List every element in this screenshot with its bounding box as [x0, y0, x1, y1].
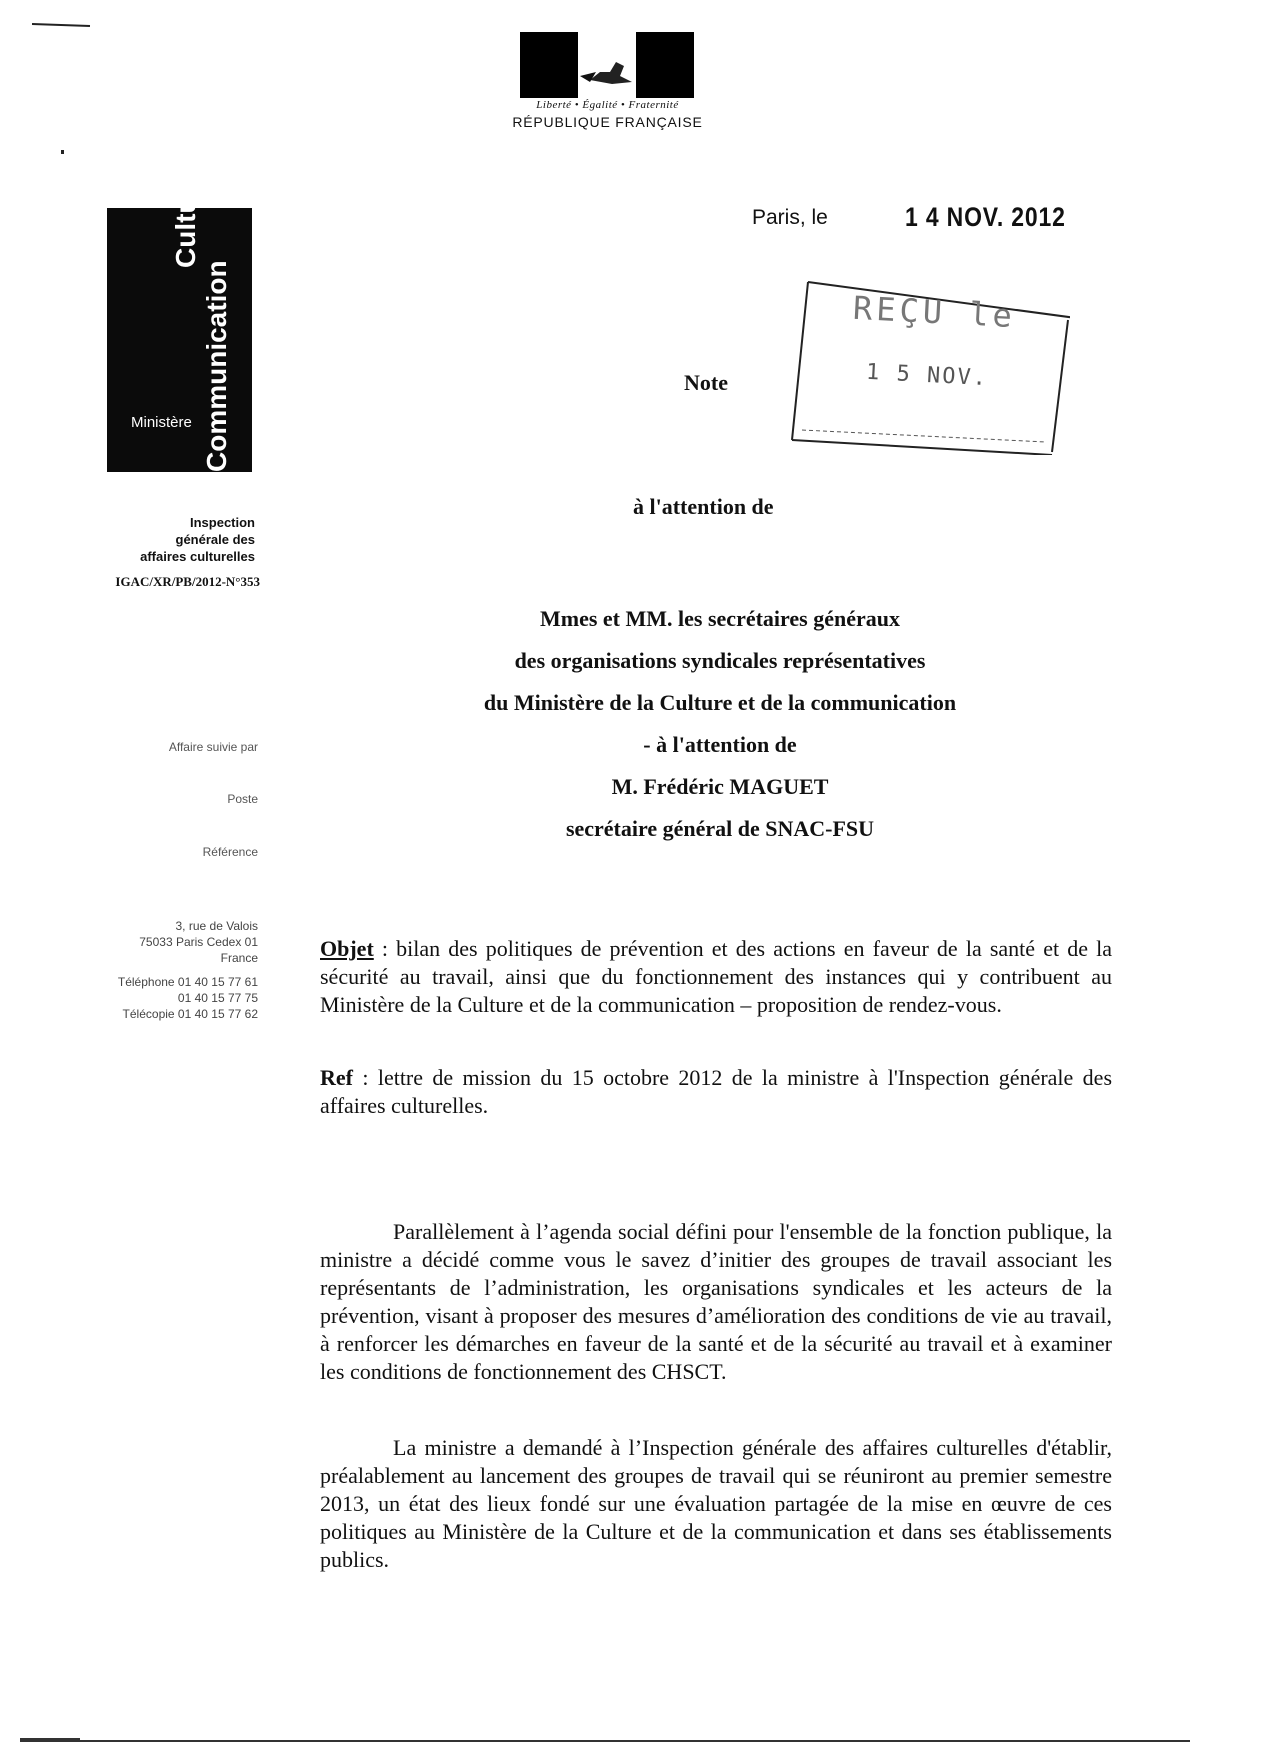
- addressee-line: M. Frédéric MAGUET: [611, 774, 829, 799]
- republic-label: RÉPUBLIQUE FRANÇAISE: [512, 114, 703, 130]
- subject-label: Objet: [320, 936, 374, 961]
- address-block: 3, rue de Valois 75033 Paris Cedex 01 France Téléphone 01 40 15 77 61 01 40 15 77 75 Télécopie 01 40 15 77 62: [117, 919, 258, 1021]
- stamp-text: REÇU le: [852, 288, 1017, 336]
- reference-label: Référence: [202, 845, 258, 859]
- affaire-label: Affaire suivie par: [168, 740, 258, 754]
- attention-line: à l'attention de: [633, 494, 774, 519]
- ref-text: : lettre de mission du 15 octobre 2012 de la ministre à l'Inspection générale des affaires culturelles.: [320, 1065, 1112, 1118]
- ministry-label: Ministère: [131, 414, 192, 431]
- addressee-line: du Ministère de la Culture et de la communication: [483, 690, 957, 715]
- scan-mark: [32, 23, 90, 27]
- reference-block: [320, 1064, 1112, 1120]
- ref-label: Ref: [320, 1065, 353, 1090]
- document-type: Note: [684, 370, 728, 395]
- subject-text: : bilan des politiques de prévention et des actions en faveur de la santé et de la sécurité au travail, ainsi que du fonctionnement des instances qui y contribuent au Ministère de la Culture et de la communication – proposition de rendez-vous.: [320, 936, 1112, 1017]
- ministry-line2: Communication: [201, 260, 232, 472]
- subject-block: [320, 935, 1112, 1019]
- scan-mark: [61, 150, 64, 154]
- addressee-line: des organisations syndicales représentatives: [514, 648, 926, 673]
- letter-date: 1 4 NOV. 2012: [905, 202, 1066, 232]
- body-paragraph: Parallèlement à l’agenda social défini pour l'ensemble de la fonction publique, la ministre a décidé comme vous le savez d’initier des groupes de travail associant les représentants de l’administration, les organisations syndicales et les acteurs de la prévention, visant à proposer des mesures d’amélioration des conditions de vie au travail, à renforcer les démarches en faveur de la santé et de la sécurité au travail et à examiner les conditions de fonctionnement des CHSCT.: [320, 1219, 1112, 1384]
- place-label: Paris, le: [752, 206, 828, 229]
- document-reference: IGAC/XR/PB/2012-N°353: [115, 574, 260, 589]
- republic-motto: Liberté • Égalité • Fraternité: [536, 99, 679, 111]
- stamp-date: 1 5 NOV.: [865, 359, 989, 392]
- service-name: Inspection générale des affaires culturelles: [140, 515, 255, 564]
- scan-mark: [20, 1740, 1190, 1742]
- ministry-block: [107, 170, 252, 472]
- addressee-line: secrétaire général de SNAC-FSU: [565, 816, 875, 841]
- body-paragraph: La ministre a demandé à l’Inspection générale des affaires culturelles d'établir, préalablement au lancement des groupes de travail qui se réuniront au premier semestre 2013, un état des lieux fondé sur une évaluation partagée de la mise en œuvre de ces politiques au Ministère de la Culture et de la communication et dans ses établissements publics.: [320, 1435, 1112, 1572]
- addressee-line: - à l'attention de: [643, 732, 797, 757]
- ministry-line1: Culture: [170, 170, 201, 268]
- marianne-logo: [520, 32, 694, 98]
- addressee-line: Mmes et MM. les secrétaires généraux: [540, 606, 900, 631]
- poste-label: Poste: [227, 792, 258, 806]
